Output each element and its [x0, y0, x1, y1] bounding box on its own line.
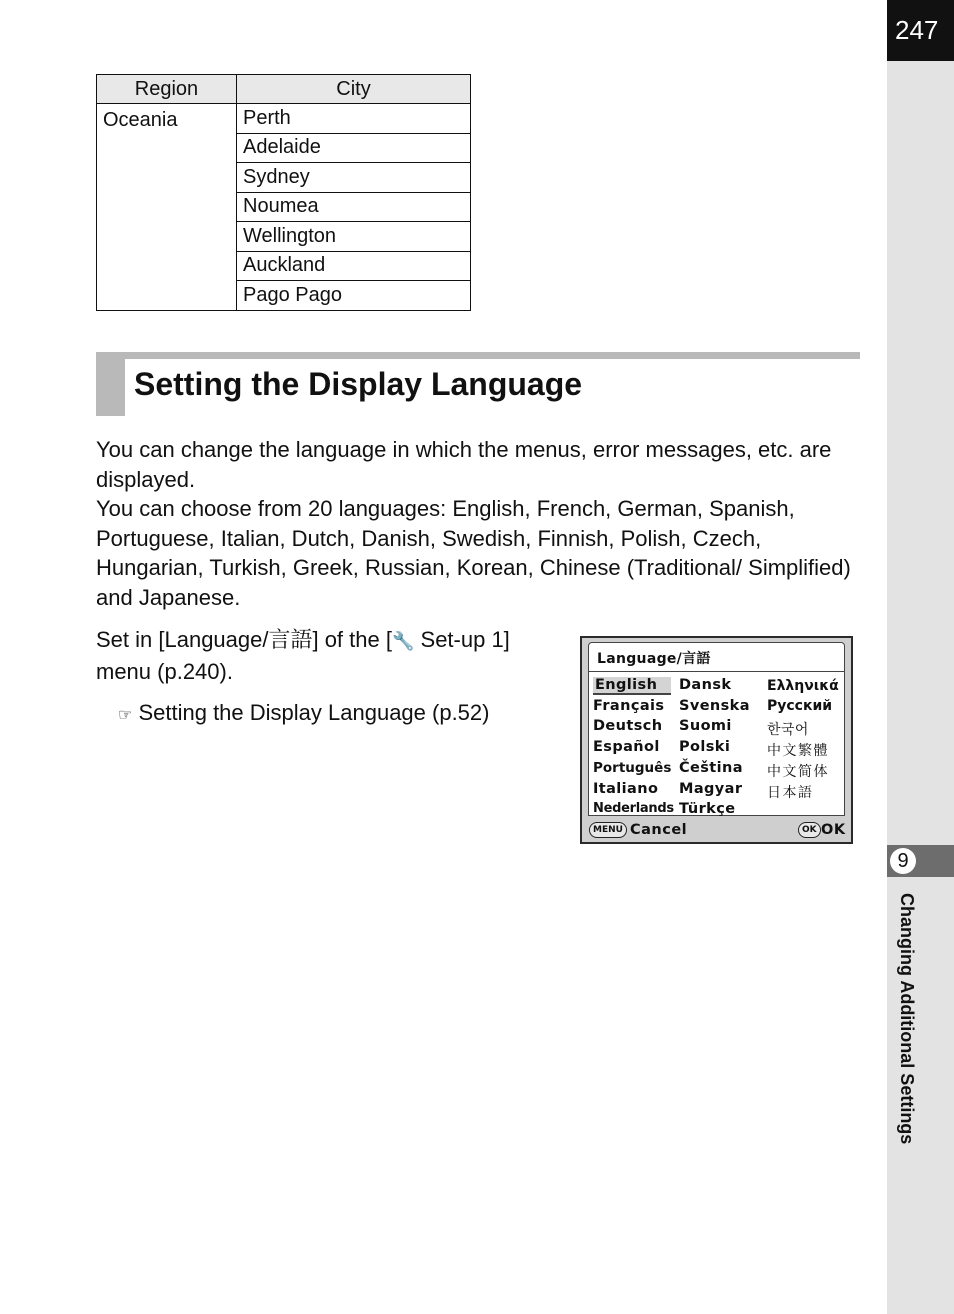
language-option-portuguese[interactable]: Português	[593, 760, 672, 776]
table-cell-city: Perth	[237, 104, 471, 134]
language-menu-panel	[588, 642, 845, 816]
table-cell-city: Pago Pago	[237, 281, 471, 311]
section-title: Setting the Display Language	[134, 366, 583, 402]
language-option-german[interactable]: Deutsch	[593, 718, 663, 734]
language-option-french[interactable]: Français	[593, 698, 665, 714]
table-cell-region: Oceania	[97, 104, 237, 311]
table-cell-city: Sydney	[237, 163, 471, 193]
chapter-number: 9	[890, 848, 916, 874]
language-option-hungarian[interactable]: Magyar	[679, 781, 743, 797]
table-cell-city: Auckland	[237, 251, 471, 281]
heading-marker	[96, 352, 125, 416]
heading-rule	[96, 352, 860, 359]
table-header-city: City	[237, 75, 471, 104]
setin-text-b: Set-up 1] menu (p.240).	[96, 627, 510, 684]
language-option-chinese-simplified[interactable]: 中文简体	[767, 764, 829, 780]
table-cell-city: Wellington	[237, 222, 471, 252]
reference-icon: ☞	[118, 707, 133, 724]
ok-button-icon[interactable]: OK	[798, 822, 821, 838]
language-option-english[interactable]: English	[593, 677, 671, 695]
screen-footer	[584, 820, 849, 840]
setin-text-a: Set in [Language/言語] of the [	[96, 627, 392, 652]
region-city-table	[96, 74, 471, 311]
language-option-spanish[interactable]: Español	[593, 739, 660, 755]
language-option-chinese-traditional[interactable]: 中文繁體	[767, 743, 829, 759]
cross-reference	[118, 700, 489, 726]
setin-paragraph	[96, 625, 566, 686]
language-option-swedish[interactable]: Svenska	[679, 698, 750, 714]
wrench-icon: 🔧	[391, 631, 415, 651]
language-option-turkish[interactable]: Türkçe	[679, 801, 736, 817]
language-option-finnish[interactable]: Suomi	[679, 718, 732, 734]
language-option-danish[interactable]: Dansk	[679, 677, 732, 693]
intro-paragraph: You can change the language in which the menus, error messages, etc. are displayed. You can choose from 20 languages: English, French, German, Spanish, Portuguese, Italian, Dutch, Danish, Swedish, Finnish, Polish, Czech, Hungarian, Turkish, Greek, Russian, Korean, Chinese (Traditional/ Simplified) and Japanese.	[96, 437, 851, 610]
language-menu-screen	[580, 636, 853, 844]
table-header-region: Region	[97, 75, 237, 104]
chapter-title: Changing Additional Settings	[897, 893, 917, 1145]
language-option-czech[interactable]: Čeština	[679, 760, 743, 776]
language-option-japanese[interactable]: 日本語	[767, 785, 814, 801]
page-number: 247	[887, 0, 954, 61]
language-option-polish[interactable]: Polski	[679, 739, 731, 755]
menu-button-icon[interactable]: MENU	[589, 822, 627, 838]
language-option-dutch[interactable]: Nederlands	[593, 801, 674, 816]
reference-text: Setting the Display Language (p.52)	[138, 700, 490, 725]
table-cell-city: Adelaide	[237, 133, 471, 163]
language-option-russian[interactable]: Русский	[767, 698, 833, 714]
table-cell-city: Noumea	[237, 192, 471, 222]
ok-label: OK	[821, 822, 846, 838]
language-option-korean[interactable]: 한국어	[767, 722, 809, 738]
cancel-label: Cancel	[630, 822, 688, 838]
divider	[589, 671, 844, 672]
language-option-italian[interactable]: Italiano	[593, 781, 659, 797]
screen-title: Language/言語	[597, 651, 711, 667]
language-option-greek[interactable]: Ελληνικά	[767, 678, 839, 694]
